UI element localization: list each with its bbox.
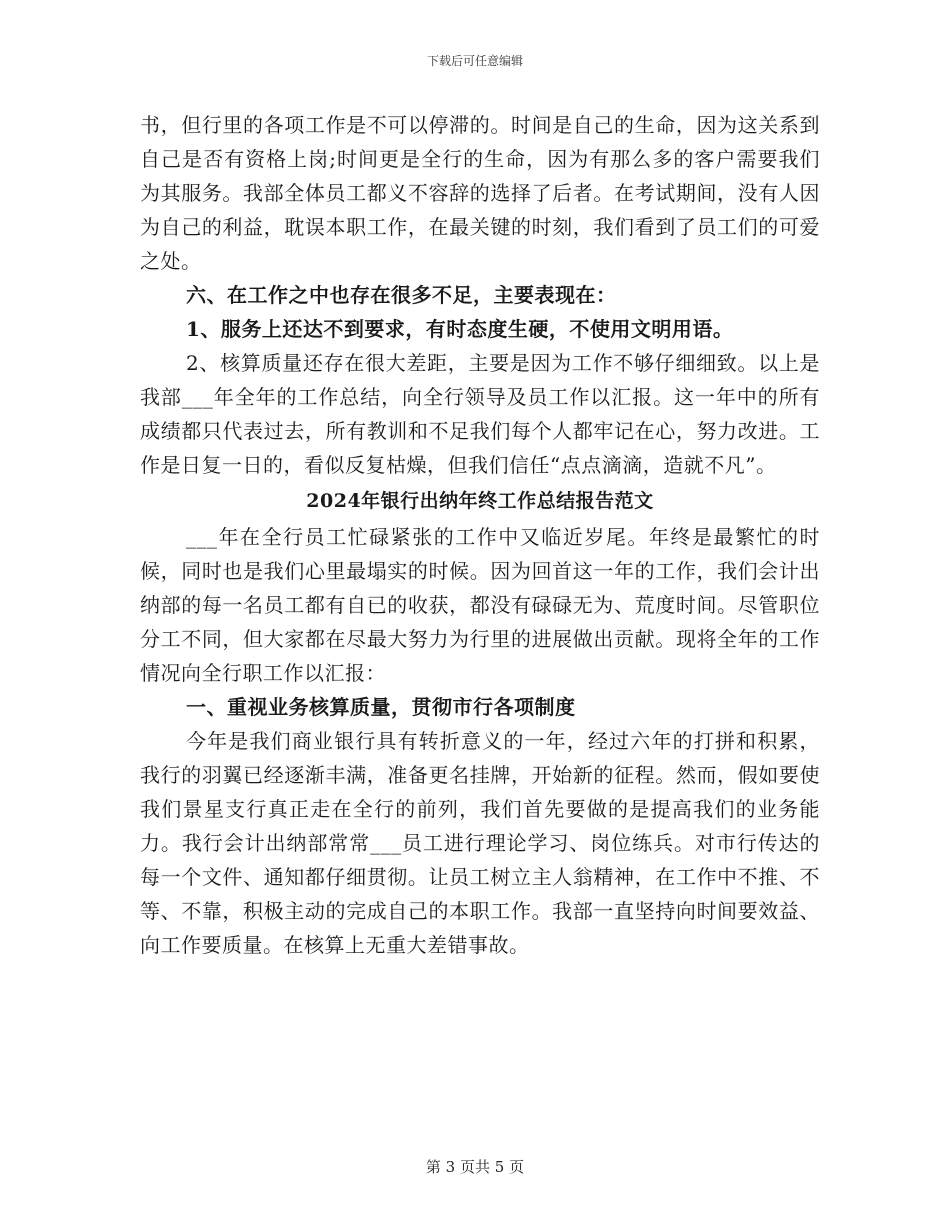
page-header: 下载后可任意编辑 bbox=[426, 54, 523, 68]
document-body bbox=[140, 108, 820, 962]
document-title: 2024年银行出纳年终工作总结报告范文 bbox=[306, 490, 654, 512]
list-item-2: 2、核算质量还存在很大差距，主要是因为工作不够仔细细致。以上是我部___年全年的工作总结，向全行领导及员工作以汇报。这一年中的所有成绩都只代表过去，所有教训和不足我们每个人都牢记在心，努力改进。工作是日复一日的，看似反复枯燥，但我们信任“点点滴滴，造就不凡”。 bbox=[140, 351, 820, 477]
section-heading-one: 一、重视业务核算质量，贯彻市行各项制度 bbox=[186, 695, 576, 719]
paragraph-continuation: 书，但行里的各项工作是不可以停滞的。时间是自己的生命，因为这关系到自己是否有资格上岗;时间更是全行的生命，因为有那么多的客户需要我们为其服务。我部全体员工都义不容辞的选择了后者。在考试期间，没有人因为自己的利益，耽误本职工作，在最关键的时刻，我们看到了员工们的可爱之处。 bbox=[140, 113, 820, 273]
paragraph-section-one: 今年是我们商业银行具有转折意义的一年，经过六年的打拼和积累，我行的羽翼已经逐渐丰满，准备更名挂牌，开始新的征程。然而，假如要使我们景星支行真正走在全行的前列，我们首先要做的是提高我们的业务能力。我行会计出纳部常常___员工进行理论学习、岗位练兵。对市行传达的每一个文件、通知都仔细贯彻。让员工树立主人翁精神，在工作中不推、不等、不靠，积极主动的完成自己的本职工作。我部一直坚持向时间要效益、向工作要质量。在核算上无重大差错事故。 bbox=[140, 729, 820, 957]
section-heading-shortcomings: 六、在工作之中也存在很多不足，主要表现在： bbox=[186, 283, 617, 307]
paragraph-intro: ___年在全行员工忙碌紧张的工作中又临近岁尾。年终是最繁忙的时候，同时也是我们心里最塌实的时候。因为回首这一年的工作，我们会计出纳部的每一名员工都有自已的收获，都没有碌碌无为、荒度时间。尽管职位分工不同，但大家都在尽最大努力为行里的进展做出贡献。现将全年的工作情况向全行职工作以汇报： bbox=[140, 525, 820, 685]
page-footer: 第 3 页共 5 页 bbox=[425, 1158, 525, 1176]
list-item-1: 1、服务上还达不到要求，有时态度生硬，不使用文明用语。 bbox=[186, 317, 734, 341]
